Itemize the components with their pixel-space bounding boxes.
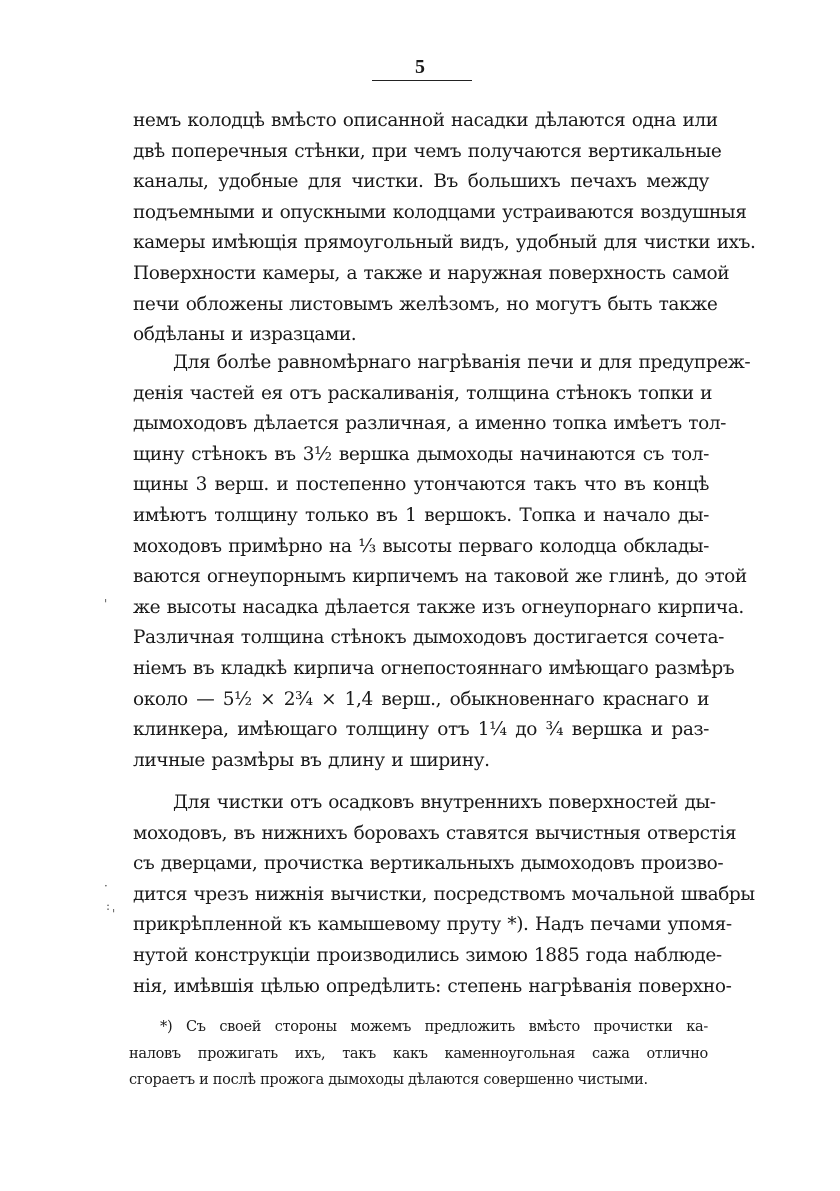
paragraph-1 xyxy=(133,106,756,351)
paragraph-2 xyxy=(133,348,751,776)
text-line: около — 5½ × 2¾ × 1,4 верш., обыкновеннаго краснаго и xyxy=(133,688,709,710)
margin-speck: ' xyxy=(104,597,108,611)
text-line: клинкера, имѣющаго толщину отъ 1¼ до ¾ вершка и раз- xyxy=(133,719,709,741)
footnote xyxy=(129,1014,708,1094)
text-line: Поверхности камеры, а также и наружная поверхность самой xyxy=(133,262,730,284)
paragraph-3 xyxy=(133,788,755,1002)
text-line: камеры имѣющія прямоугольный видъ, удобный для чистки ихъ. xyxy=(133,232,756,254)
text-line: немъ колодцѣ вмѣсто описанной насадки дѣлаются одна или xyxy=(133,110,718,131)
margin-speck: : xyxy=(106,899,111,913)
text-line: щину стѣнокъ въ 3½ вершка дымоходы начинаются съ тол- xyxy=(133,443,709,465)
page-number: 5 xyxy=(415,56,425,78)
text-line: Для чистки отъ осадковъ внутреннихъ поверхностей ды- xyxy=(173,792,716,813)
text-line: печи обложены листовымъ желѣзомъ, но могутъ быть также xyxy=(133,293,718,315)
text-line: нія, имѣвшія цѣлью опредѣлить: степень нагрѣванія поверхно- xyxy=(133,975,732,997)
text-line: ваются огнеупорнымъ кирпичемъ на таковой же глинѣ, до этой xyxy=(133,566,747,588)
header-rule xyxy=(372,80,472,81)
text-line: же высоты насадка дѣлается также изъ огнеупорнаго кирпича. xyxy=(133,596,744,618)
footnote-line: *) Съ своей стороны можемъ предложить вмѣсто прочистки ка- xyxy=(160,1019,708,1035)
text-line: имѣютъ толщину только въ 1 вершокъ. Топка и начало ды- xyxy=(133,504,709,526)
footnote-line: наловъ прожигать ихъ, такъ какъ каменноугольная сажа отлично xyxy=(129,1045,708,1062)
text-line: моходовъ, въ нижнихъ боровахъ ставятся вычистныя отверстія xyxy=(133,822,737,844)
text-line: дится чрезъ нижнія вычистки, посредствомъ мочальной швабры xyxy=(133,883,755,905)
text-line: денія частей ея отъ раскаливанія, толщина стѣнокъ топки и xyxy=(133,382,713,404)
footnote-line: сгораетъ и послѣ прожога дымоходы дѣлаются совершенно чистыми. xyxy=(129,1072,648,1088)
text-line: прикрѣпленной къ камышевому пруту *). Надъ печами упомя- xyxy=(133,914,732,936)
text-line: щины 3 верш. и постепенно утончаются такъ что въ концѣ xyxy=(133,474,709,496)
text-line: Для болѣе равномѣрнаго нагрѣванія печи и для предупреж- xyxy=(173,352,751,373)
margin-speck: · xyxy=(104,879,108,893)
text-line: дымоходовъ дѣлается различная, а именно топка имѣетъ тол- xyxy=(133,413,727,435)
text-line: ніемъ въ кладкѣ кирпича огнепостояннаго имѣющаго размѣръ xyxy=(133,657,735,679)
text-line: Различная толщина стѣнокъ дымоходовъ достигается сочета- xyxy=(133,627,724,649)
text-line: обдѣланы и изразцами. xyxy=(133,324,357,346)
text-line: съ дверцами, прочистка вертикальныхъ дымоходовъ произво- xyxy=(133,853,724,875)
text-line: личные размѣры въ длину и ширину. xyxy=(133,749,490,771)
margin-speck: ' xyxy=(112,907,116,921)
text-line: подъемными и опускными колодцами устраиваются воздушныя xyxy=(133,201,747,223)
text-line: двѣ поперечныя стѣнки, при чемъ получаются вертикальные xyxy=(133,140,722,162)
text-line: моходовъ примѣрно на ⅓ высоты перваго колодца обклады- xyxy=(133,535,709,557)
text-line: нутой конструкціи производились зимою 1885 года наблюде- xyxy=(133,944,722,966)
text-line: каналы, удобные для чистки. Въ большихъ печахъ между xyxy=(133,171,709,193)
